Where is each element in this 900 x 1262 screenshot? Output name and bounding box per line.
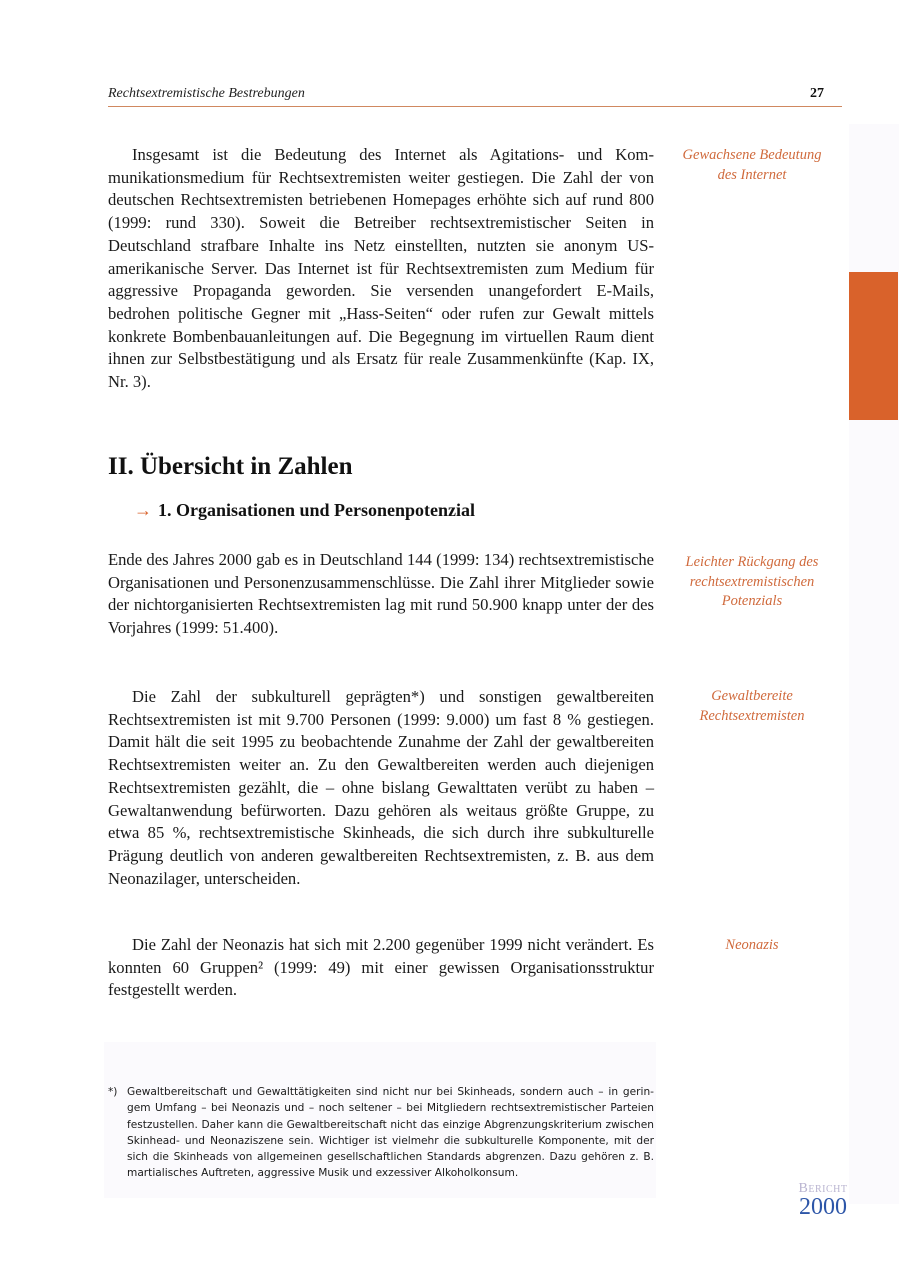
running-header <box>108 86 842 107</box>
subsection-heading-text: 1. Organisationen und Personenpotenzial <box>158 500 476 520</box>
page-number: 27 <box>810 86 824 101</box>
paragraph-neonazis: Die Zahl der Neonazis hat sich mit 2.200 gegenüber 1999 nicht verändert. Es konnten 60 Gruppen² (1999: 49) mit einer gewissen Organisationsstruktur festgestellt werden. <box>108 935 654 1000</box>
report-logo-word: Bericht <box>798 1181 848 1196</box>
subsection-heading <box>134 500 475 521</box>
arrow-right-icon: → <box>134 500 152 520</box>
margin-note-violent: Gewaltbereite Rechtsextremisten <box>699 688 805 724</box>
section-heading: II. Übersicht in Zahlen <box>108 453 353 480</box>
margin-note-decline: Leichter Rückgang des rechtsextremistischen Potenzials <box>685 554 819 609</box>
footnote-text: Gewaltbereitschaft und Gewalttätigkeiten sind nicht nur bei Skinheads, sondern auch – in geringem Umfang – bei Neonazis und – noch seltener – bei Mitgliedern rechtsextremistischer Parteien festzustellen. Daher kann die Gewaltbereitschaft nicht das einzige Abgrenzungskriterium zwischen Skinhead- und Neonaziszene sein. Wichtiger ist vielmehr die subkulturelle Komponente, mit der sich die Skinheads von allgemeinen gesellschaftlichen Standards abgrenzen. Dazu gehören z. B. martialisches Auftreten, aggressive Musik und exzessiver Alkoholkonsum. <box>127 1086 654 1180</box>
paragraph-internet: Insgesamt ist die Bedeutung des Internet als Agitations- und Kommunikationsmedium für Rechtsextremisten weiter gestiegen. Die Zahl der von deutschen Rechtsextremisten betriebenen Homepages erhöhte sich auf rund 800 (1999: rund 330). Soweit die Betreiber rechtsextremistischer Seiten in Deutschland strafbare Inhalte ins Netz einstellten, nutzten sie anonym US-amerikanische Server. Das Internet ist für Rechtsextremisten zum Medium für aggressive Propaganda geworden. Sie versenden unangefordert E-Mails, bedrohen politische Gegner mit „Hass-Seiten“ oder rufen zur Gewalt mittels konkrete Bombenbauanleitungen auf. Die Begegnung im virtuellen Raum dient ihnen zur Selbstbestätigung und als Ersatz für reale Zusammenkünfte (Kap. IX, Nr. 3). <box>108 145 654 392</box>
paragraph-violent: Die Zahl der subkulturell geprägten*) und sonstigen gewaltbereiten Rechtsextremisten ist mit 9.700 Personen (1999: 9.000) um fast 8 % gestiegen. Damit hält die seit 1995 zu beobachtende Zunahme der Zahl der gewaltbereiten Rechtsextremisten weiter an. Zu den Gewaltbereiten werden auch diejenigen Rechtsextremisten gezählt, die – ohne bislang Gewalttaten verübt zu haben – Gewaltanwendung befürworten. Dazu gehören als weitaus größte Gruppe, zu etwa 85 %, rechtsextremistische Skinheads, die sich durch ihre subkulturelle Prägung deutlich von anderen gewaltbereiten Rechtsextremisten, z. B. aus dem Neonazilager, unterscheiden. <box>108 687 654 888</box>
running-header-title: Rechtsextremistische Bestrebungen <box>108 86 305 101</box>
footnote-mark: *) <box>108 1086 118 1098</box>
margin-note-neonazis: Neonazis <box>725 937 779 953</box>
paragraph-organisations: Ende des Jahres 2000 gab es in Deutschland 144 (1999: 134) rechtsextremistische Organisationen und Personenzusammenschlüsse. Die Zahl ihrer Mitglieder sowie der nichtorganisierten Rechtsextremisten lag mit rund 50.900 knapp unter der des Vorjahres (1999: 51.400). <box>108 550 654 638</box>
chapter-tab-marker <box>849 272 898 420</box>
footnote <box>108 1084 654 1182</box>
report-logo <box>788 1182 858 1218</box>
report-logo-year: 2000 <box>799 1194 847 1220</box>
margin-note-internet: Gewachsene Bedeutung des Internet <box>682 147 822 183</box>
